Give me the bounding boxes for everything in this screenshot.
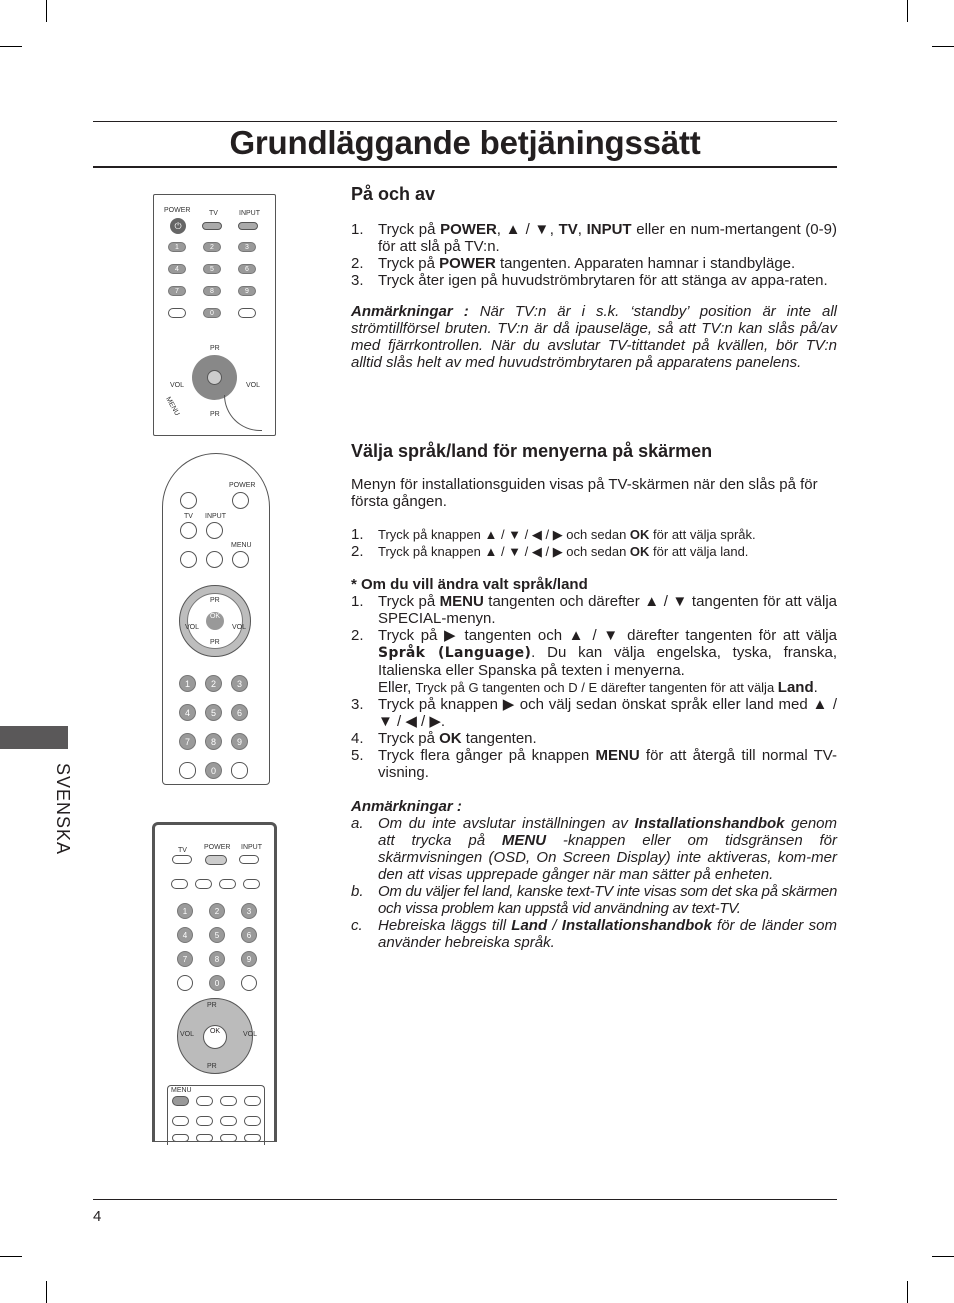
power-label: POWER	[204, 844, 231, 851]
power-label: POWER	[229, 482, 256, 489]
tv-button	[202, 222, 222, 230]
note	[351, 303, 837, 371]
input-label: INPUT	[239, 210, 260, 217]
digit-button-2: 2	[205, 675, 222, 692]
remote-illustration-3	[152, 822, 277, 1142]
language-tab-label: SVENSKA	[53, 763, 73, 856]
aux-button	[179, 762, 196, 779]
step-text: eller en num-mertangent (0-9) för att slå på TV:n.	[378, 221, 837, 255]
digit-button-3: 3	[231, 675, 248, 692]
remote-illustration-2	[162, 453, 270, 785]
digit-button-0: 0	[209, 975, 225, 991]
key-m7	[220, 1116, 237, 1126]
step-number: 2.	[351, 543, 364, 560]
note-text: för de länder som använder hebreiska språk.	[378, 917, 837, 951]
step-text: Tryck på	[378, 593, 440, 610]
step-text: Tryck på ▶ tangenten och ▲ / ▼ därefter tangenten för att välja	[378, 627, 837, 644]
step-number: 3.	[351, 272, 364, 289]
step-text: Tryck åter igen på huvudströmbrytaren för att stänga av appa-raten.	[378, 272, 828, 289]
pr-label-top: PR	[210, 345, 220, 352]
digit-button-0: 0	[203, 308, 221, 318]
menu-button	[172, 1096, 189, 1106]
note-emphasis: Land	[511, 917, 548, 934]
power-button	[180, 492, 197, 509]
crop-mark	[0, 46, 22, 47]
power-icon: ⏻	[170, 218, 186, 234]
ok-label: OK	[209, 1028, 221, 1035]
step-text: Eller,	[378, 679, 416, 696]
note-letter: b.	[351, 883, 364, 900]
list-item	[351, 255, 837, 272]
note-text: Om du inte avslutar inställningen av	[378, 815, 635, 832]
digit-button-6: 6	[238, 264, 256, 274]
list-item	[351, 272, 837, 289]
list-item	[351, 526, 837, 543]
key-m5	[172, 1116, 189, 1126]
crop-mark	[46, 0, 47, 22]
list-item	[351, 679, 837, 696]
power-label: POWER	[164, 207, 191, 214]
key-name: POWER	[439, 255, 496, 272]
crop-mark	[907, 0, 908, 22]
note-emphasis: MENU	[501, 832, 547, 849]
digit-button-6: 6	[231, 704, 248, 721]
digit-button-5: 5	[205, 704, 222, 721]
digit-button-4: 4	[168, 264, 186, 274]
key-m6	[196, 1116, 213, 1126]
key-m8	[244, 1116, 261, 1126]
list-item	[351, 747, 837, 781]
digit-button-4: 4	[177, 927, 193, 943]
ok-button	[206, 612, 224, 630]
key-m10	[196, 1134, 213, 1142]
aux-button	[241, 975, 257, 991]
step-number: 4.	[351, 730, 364, 747]
ok-button	[203, 1025, 227, 1049]
section-language	[351, 440, 837, 951]
step-text: Tryck på	[378, 221, 441, 238]
title-rule-bottom	[93, 166, 837, 168]
page-number: 4	[93, 1208, 102, 1225]
vol-label-right: VOL	[243, 1031, 258, 1038]
aux-button	[177, 975, 193, 991]
note-item	[351, 917, 837, 951]
digit-button-9: 9	[241, 951, 257, 967]
note-label: Anmärkningar :	[351, 798, 462, 815]
step-number: 2.	[351, 627, 364, 644]
digit-button-1: 1	[177, 903, 193, 919]
menu-option: Land	[777, 679, 814, 696]
pr-label-top: PR	[210, 597, 220, 604]
tv-label: TV	[184, 513, 193, 520]
step-number: 5.	[351, 747, 364, 764]
digit-button-8: 8	[205, 733, 222, 750]
input-button	[206, 522, 223, 539]
note-text: Om du väljer fel land, kanske text-TV inte visas som det ska på skärmen och vissa problem kan uppstå vid användning av text-TV.	[378, 883, 837, 917]
key-row-3	[219, 879, 236, 889]
key-m4	[244, 1096, 261, 1106]
list-item	[351, 221, 837, 255]
step-number: 1.	[351, 221, 364, 238]
crop-mark	[46, 1281, 47, 1303]
note-text: När TV:n är i s.k. ‘standby’ position är inte all strömtillförsel bruten. TV:n är då ipauseläge, så att TV:n kan slås på/av med fjärrkontrollen. När du avslutar TV-tittandet på kvällen, bör TV:n alltid slås helt av med huvudströmbrytaren på apparatens panelens.	[351, 303, 837, 371]
aux-button	[238, 308, 256, 318]
step-text: tangenten.	[461, 730, 537, 747]
step-number: 2.	[351, 255, 364, 272]
digit-button-0: 0	[205, 762, 222, 779]
step-text: för att välja land.	[649, 544, 749, 559]
step-text: Tryck flera gånger på knappen	[378, 747, 596, 764]
note-text: /	[547, 917, 562, 934]
pr-label-top: PR	[207, 1002, 217, 1009]
digit-button-7: 7	[168, 286, 186, 296]
key-m12	[244, 1134, 261, 1142]
digit-button-6: 6	[241, 927, 257, 943]
tv-label: TV	[209, 210, 218, 217]
note-text: Hebreiska läggs till	[378, 917, 512, 934]
footer-rule	[93, 1199, 837, 1200]
vol-label-left: VOL	[185, 624, 200, 631]
input-label: INPUT	[205, 513, 226, 520]
ok-label: OK	[209, 613, 221, 620]
key-row-2	[195, 879, 212, 889]
digit-button-5: 5	[209, 927, 225, 943]
menu-button	[232, 551, 249, 568]
ok-button	[207, 370, 222, 385]
note-letter: a.	[351, 815, 364, 832]
step-text: Tryck på knappen ▶ och välj sedan önskat språk eller land med ▲ / ▼ / ◀ / ▶.	[378, 696, 837, 730]
key-name: OK	[629, 527, 650, 542]
step-text: Tryck på knappen ▲ / ▼ / ◀ / ▶ och sedan	[378, 527, 630, 542]
note-item	[351, 815, 837, 883]
menu-label: MENU	[231, 542, 252, 549]
digit-button-7: 7	[177, 951, 193, 967]
digit-button-4: 4	[179, 704, 196, 721]
list-item	[351, 730, 837, 747]
key-m9	[172, 1134, 189, 1142]
digit-button-9: 9	[231, 733, 248, 750]
key-b	[206, 551, 223, 568]
note-letter: c.	[351, 917, 363, 934]
pr-label-bottom: PR	[210, 639, 220, 646]
key-name: INPUT	[586, 221, 632, 238]
list-item	[351, 627, 837, 679]
key-a	[180, 551, 197, 568]
digit-button-9: 9	[238, 286, 256, 296]
tv-label: TV	[178, 847, 187, 854]
key-name: POWER	[440, 221, 497, 238]
crop-mark	[932, 1256, 954, 1257]
step-text: för att välja språk.	[649, 527, 756, 542]
step-text: Tryck på G tangenten och D / E därefter tangenten för att välja	[415, 680, 778, 695]
section-heading: På och av	[351, 184, 436, 204]
key-m11	[220, 1134, 237, 1142]
list-item	[351, 543, 837, 560]
step-text: Tryck på	[378, 255, 440, 272]
aux-button	[231, 762, 248, 779]
list-item	[351, 593, 837, 627]
step-text: , ▲ / ▼,	[496, 221, 559, 238]
digit-button-3: 3	[241, 903, 257, 919]
key-name: TV	[558, 221, 578, 238]
section-power	[351, 183, 837, 371]
aux-button	[168, 308, 186, 318]
note-text: -knappen eller om tidsgränsen för skärmvisningen (OSD, On Screen Display) inte aktiveras, kom-mer den att visas upprepade gånger när man sätter på enheten.	[378, 832, 837, 883]
digit-button-1: 1	[168, 242, 186, 252]
step-text: tangenten. Apparaten hamnar i standbyläge.	[495, 255, 796, 272]
key-name: MENU	[595, 747, 640, 764]
step-text: ,	[577, 221, 587, 238]
digit-button-3: 3	[238, 242, 256, 252]
power-button-2	[232, 492, 249, 509]
pr-label-bottom: PR	[207, 1063, 217, 1070]
step-text: .	[813, 679, 818, 696]
key-m3	[220, 1096, 237, 1106]
step-text: Tryck på	[378, 730, 440, 747]
step-text: för att återgå till normal TV-visning.	[378, 747, 837, 781]
step-text: . Du kan välja engelska, tyska, franska, Italienska eller Spanska på texten i menyerna.	[378, 644, 837, 679]
power-button	[205, 855, 227, 865]
note-item	[351, 883, 837, 917]
step-number: 1.	[351, 526, 364, 543]
digit-button-8: 8	[203, 286, 221, 296]
notes-label	[351, 798, 837, 815]
digit-button-2: 2	[209, 903, 225, 919]
input-button	[238, 222, 258, 230]
input-label: INPUT	[241, 844, 262, 851]
crop-mark	[907, 1281, 908, 1303]
note-emphasis: Installationshandbok	[561, 917, 712, 934]
tv-button	[172, 855, 192, 864]
menu-label: MENU	[164, 395, 181, 418]
page-title: Grundläggande betjäningssätt	[229, 124, 701, 161]
note-text: genom att trycka på	[378, 815, 837, 849]
digit-button-1: 1	[179, 675, 196, 692]
step-number: 3.	[351, 696, 364, 713]
digit-button-5: 5	[203, 264, 221, 274]
vol-label-left: VOL	[180, 1031, 195, 1038]
vol-label-right: VOL	[232, 624, 247, 631]
step-number: 1.	[351, 593, 364, 610]
crop-mark	[0, 1256, 22, 1257]
step-text: Tryck på knappen ▲ / ▼ / ◀ / ▶ och sedan	[378, 544, 630, 559]
title-rule-top	[93, 121, 837, 122]
list-item	[351, 696, 837, 730]
language-tab-bar	[0, 726, 68, 749]
section-heading: Välja språk/land för menyerna på skärmen	[351, 441, 713, 461]
note-label: Anmärkningar :	[351, 303, 469, 320]
remote-illustration-1	[153, 194, 276, 436]
pr-label-bottom: PR	[210, 411, 220, 418]
intro-text: Menyn för installationsguiden visas på TV-skärmen när den slås på för första gången.	[351, 476, 818, 510]
tv-button	[180, 522, 197, 539]
input-button	[239, 855, 259, 864]
vol-label-left: VOL	[170, 382, 185, 389]
digit-button-7: 7	[179, 733, 196, 750]
digit-button-8: 8	[209, 951, 225, 967]
sub-heading: * Om du vill ändra valt språk/land	[351, 576, 588, 593]
digit-button-2: 2	[203, 242, 221, 252]
menu-option: Språk (Language)	[378, 645, 532, 661]
step-text: tangenten och därefter ▲ / ▼ tangenten för att välja SPECIAL-menyn.	[378, 593, 837, 627]
note-emphasis: Installationshandbok	[634, 815, 785, 832]
language-tab	[39, 763, 79, 856]
key-m2	[196, 1096, 213, 1106]
key-name: OK	[629, 544, 650, 559]
crop-mark	[932, 46, 954, 47]
vol-label-right: VOL	[246, 382, 261, 389]
menu-label: MENU	[171, 1087, 192, 1094]
key-row-1	[171, 879, 188, 889]
remote-bottom-curve	[224, 395, 262, 431]
key-row-4	[243, 879, 260, 889]
key-name: MENU	[439, 593, 484, 610]
key-name: OK	[439, 730, 462, 747]
